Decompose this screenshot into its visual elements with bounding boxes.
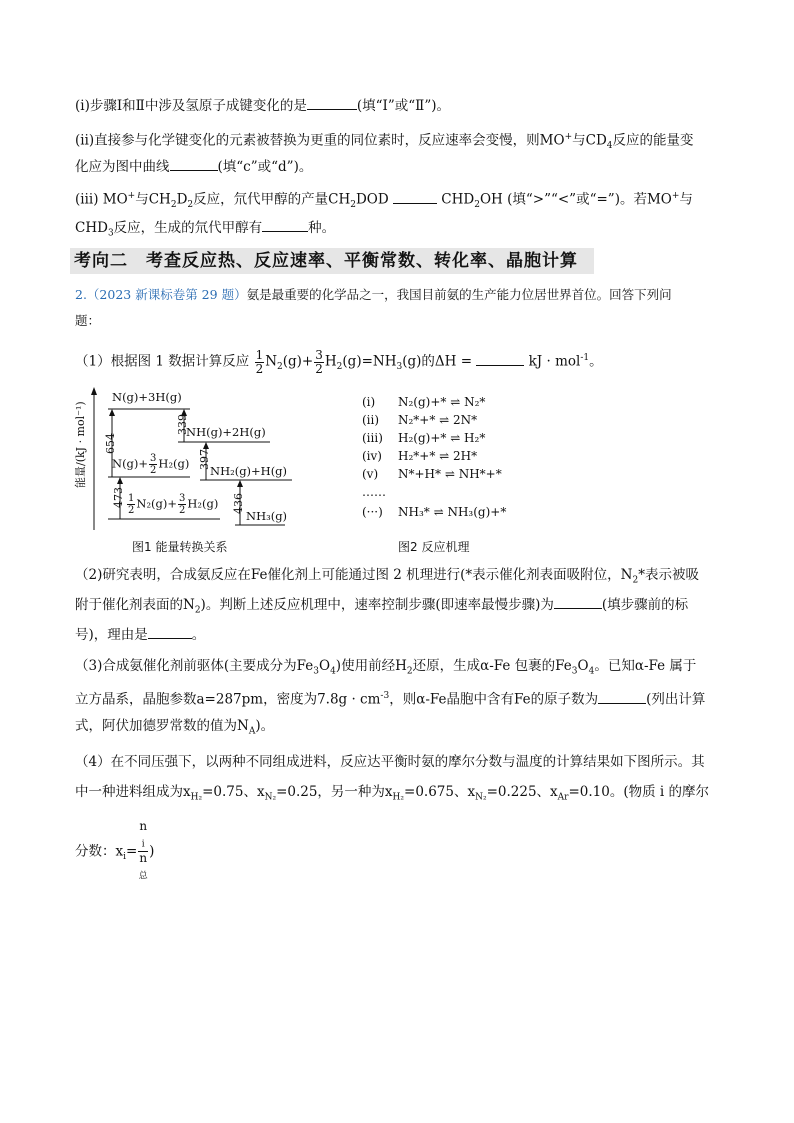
y-axis-label: 能量/(kJ · mol⁻¹) [74, 401, 87, 488]
answer-blank[interactable] [307, 97, 357, 110]
value-339: 339 [176, 414, 189, 435]
question-4: （4）在不同压强下，以两种不同组成进料，反应达平衡时氨的摩尔分数与温度的计算结果如下图所示。其 [75, 754, 705, 770]
answer-blank[interactable] [598, 691, 646, 704]
question-i-tail: (填“Ⅰ”或“Ⅱ”)。 [356, 98, 451, 114]
fraction-half: $\frac{1}{2}$ [255, 347, 264, 376]
value-654: 654 [104, 433, 117, 454]
answer-blank[interactable] [393, 191, 437, 204]
question-i-text: (ⅰ)步骤Ⅰ和Ⅱ中涉及氢原子成键变化的是 [75, 98, 307, 114]
level-label-top: N(g)+3H(g) [112, 390, 182, 404]
mechanism-step: (iii) H₂(g)+* ⇌ H₂* [362, 431, 486, 445]
y-axis-arrow [91, 387, 97, 395]
question-ii: (ⅱ)直接参与化学键变化的元素被替换为更重的同位素时，反应速率会变慢，则MO+与$CD_4$反应的能量变 [75, 132, 694, 152]
question-4-cont: 中一种进料组成为$x_{H_2}=0.75$、$x_{N_2}=0.25$，另一种为$x_{H_2}=0.675$、$x_{N_2}=0.225$、$x_{Ar}=0.10$。(物质 i 的摩尔 [75, 784, 710, 803]
value-397: 397 [198, 449, 211, 470]
question-2-cont: 附于催化剂表面的$N_2$)。判断上述反应机理中，速率控制步骤(即速率最慢步骤)为 (填步骤前的标 [75, 597, 689, 616]
mechanism-step: (iv) H₂*+* ⇌ 2H* [362, 449, 478, 463]
value-436: 436 [232, 493, 245, 514]
problem-2-intro: 2.（2023 新课标卷第 29 题）氨是最重要的化学品之一，我国目前氨的生产能力位居世界首位。回答下列问 [75, 287, 672, 302]
value-473: 473 [112, 487, 125, 508]
answer-blank[interactable] [554, 596, 602, 609]
figure-2-caption: 图2 反应机理 [398, 540, 470, 554]
question-3: （3)合成氨催化剂前驱体(主要成分为$Fe_3O_4$)使用前经$H_2$还原，生成α-Fe 包裹的$Fe_3O_4$。已知α-Fe 属于 [75, 658, 697, 677]
answer-blank[interactable] [476, 353, 524, 366]
question-i [75, 96, 450, 116]
level-label-bottom-left: $\frac{1}{2}$ N₂(g)+ $\frac{3}{2}$ H₂(g) [128, 493, 219, 516]
question-3-cont: 立方晶系，晶胞参数a=287pm，密度为$7.8g \cdot cm^{-3}$，则α-Fe晶胞中含有Fe的原子数为 (列出计算 [75, 691, 706, 708]
level-label-right-mid: NH₂(g)+H(g) [210, 464, 288, 478]
answer-blank[interactable] [262, 219, 308, 232]
mechanism-step: (···) NH₃* ⇌ NH₃(g)+* [362, 505, 507, 519]
question-ii-cont: 化应为图中曲线 (填“c”或“d”)。 [75, 159, 313, 175]
problem-2-intro-cont: 题： [75, 313, 101, 328]
question-4-cont2: 分数：$x_i=$ n $_i$ n $_总$ ) [75, 819, 155, 882]
question-2-cont2: 号)，理由是 。 [75, 627, 206, 643]
problem-number: 2.（2023 新课标卷第 29 题） [75, 287, 247, 302]
question-iii-cont: $CHD_3$反应，生成的氘代甲醇有 种。 [75, 220, 336, 239]
figure-1-caption: 图1 能量转换关系 [132, 540, 228, 554]
mechanism-step: (v) N*+H* ⇌ NH*+* [362, 467, 502, 481]
figure-1-energy-diagram [70, 385, 350, 535]
level-label-bottom-right: NH₃(g) [246, 509, 288, 523]
mechanism-step: (ii) N₂*+* ⇌ 2N* [362, 413, 478, 427]
level-label-mid-left: N(g)+ $\frac{3}{2}$ H₂(g) [112, 453, 190, 476]
mechanism-step: …… [362, 485, 386, 499]
answer-blank[interactable] [148, 626, 192, 639]
fraction-three-half: $\frac{3}{2}$ [315, 347, 323, 376]
section-heading: 考向二 考查反应热、反应速率、平衡常数、转化率、晶胞计算 [70, 248, 594, 274]
mechanism-step: (i) N₂(g)+* ⇌ N₂* [362, 395, 486, 409]
question-iii: (ⅲ) MO+与$CH_2D_2$反应，氘代甲醇的产量$CH_2DOD$ $CHD_2OH$ (填“>”“<”或“=”)。若MO+与 [75, 191, 693, 211]
question-3-cont2: 式，阿伏加德罗常数的值为$N_A$)。 [75, 718, 275, 737]
level-label-right-top: NH(g)+2H(g) [186, 425, 266, 439]
question-1: （1）根据图 1 数据计算反应 $\frac{1}{2}$ $N_2(g)+$ $\frac{3}{2}$ $H_2(g)=NH_3(g)$的ΔH = kJ · mol$^{-1}$。 [75, 347, 603, 376]
answer-blank[interactable] [170, 158, 218, 171]
question-2: （2)研究表明，合成氨反应在Fe催化剂上可能通过图 2 机理进行(*表示催化剂表面吸附位，$N_2*$表示被吸 [75, 567, 699, 586]
mole-fraction: n $_i$ n $_总$ [138, 819, 148, 882]
